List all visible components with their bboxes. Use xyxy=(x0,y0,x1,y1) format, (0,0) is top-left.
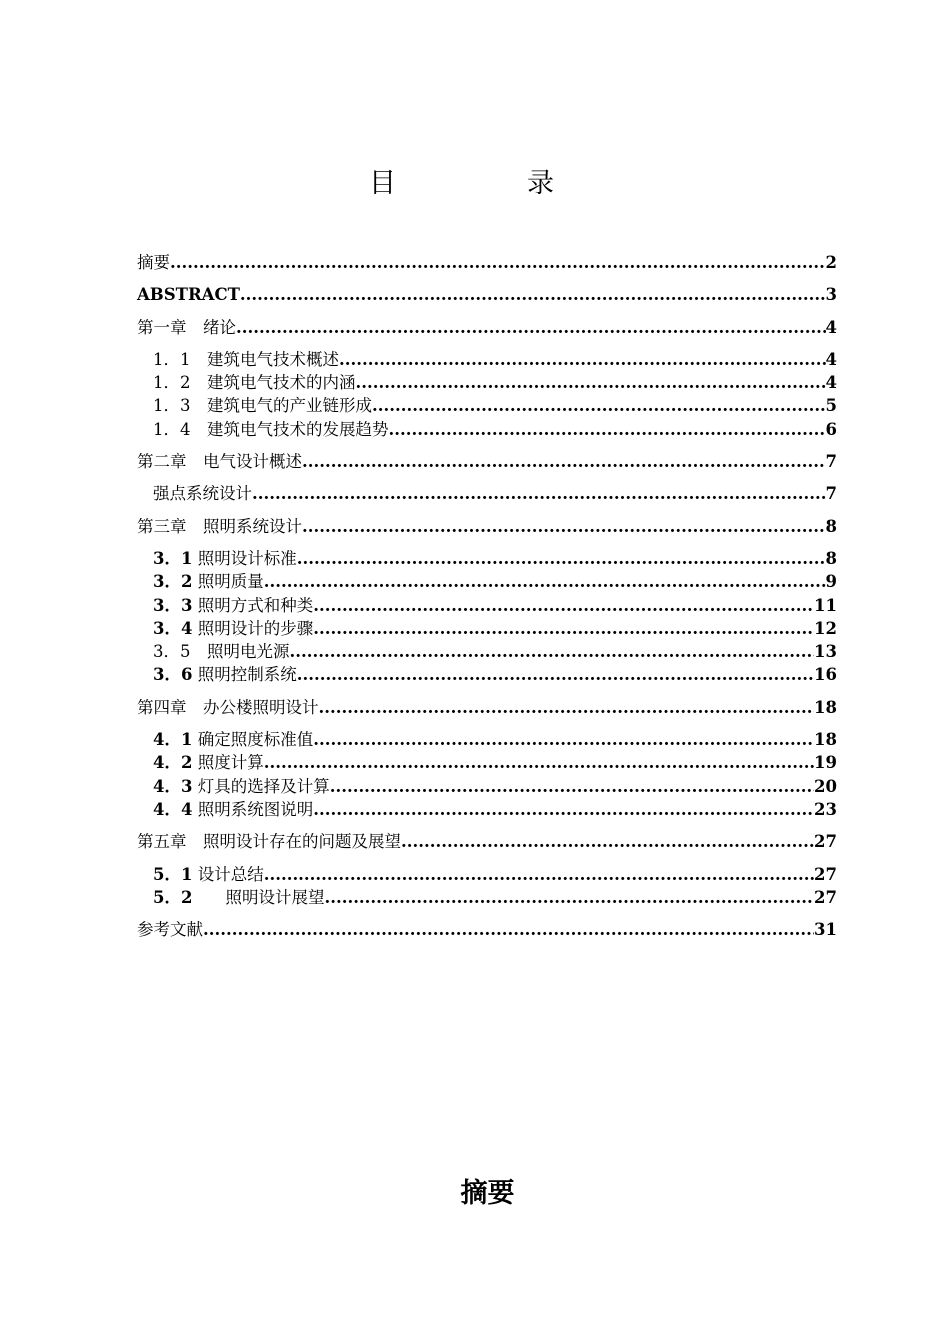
toc-entry-chapter-2[interactable] xyxy=(137,450,837,473)
toc-page-number: 4 xyxy=(825,373,837,393)
toc-entry-label xyxy=(153,728,313,751)
toc-entry-section-5-2[interactable] xyxy=(137,886,837,909)
toc-title: 目 录 xyxy=(369,168,606,199)
toc-entry-label xyxy=(153,547,297,570)
toc-section-number: 3．1 xyxy=(153,548,193,568)
toc-section-title: 建筑电气技术的发展趋势 xyxy=(190,419,389,439)
toc-leader-dots xyxy=(240,283,826,306)
toc-page-number: 27 xyxy=(814,832,837,852)
toc-entry-section-5-1[interactable] xyxy=(137,863,837,886)
toc-leader-dots xyxy=(297,663,814,686)
toc-entry-references[interactable] xyxy=(137,918,837,941)
toc-entry-label xyxy=(153,594,313,617)
toc-entry-section-3-1[interactable] xyxy=(137,547,837,570)
toc-entry-label xyxy=(153,348,339,371)
toc-section-number: 4．3 xyxy=(153,776,193,796)
toc-page-number: 7 xyxy=(825,452,837,472)
toc-entry-label: 摘要 xyxy=(137,253,170,272)
toc-section-title: 建筑电气技术的内涵 xyxy=(190,373,356,393)
toc-entry-section-2-1[interactable] xyxy=(137,482,837,505)
toc-leader-dots xyxy=(290,640,815,663)
toc-page-number: 3 xyxy=(825,285,837,305)
toc-section-title: 照度计算 xyxy=(192,753,264,773)
toc-section-title: 照明设计展望 xyxy=(192,887,325,907)
toc-leader-dots xyxy=(313,594,814,617)
toc-entry-chapter-3[interactable] xyxy=(137,515,837,538)
toc-section-number: 1．4 xyxy=(153,419,191,439)
toc-entry-section-1-1[interactable] xyxy=(137,348,837,371)
toc-page-number: 8 xyxy=(825,516,837,536)
toc-section-title: 照明系统图说明 xyxy=(192,799,314,819)
toc-entry-section-1-2[interactable] xyxy=(137,371,837,394)
toc-page-number: 20 xyxy=(814,776,837,796)
toc-leader-dots xyxy=(339,348,826,371)
toc-section-title: 照明电光源 xyxy=(190,642,290,662)
toc-leader-dots xyxy=(302,515,826,538)
toc-entry-label: ABSTRACT xyxy=(137,285,240,305)
toc-leader-dots xyxy=(252,482,826,505)
toc-leader-dots xyxy=(297,547,826,570)
toc-entry-section-3-2[interactable] xyxy=(137,570,837,593)
toc-leader-dots xyxy=(264,570,826,593)
toc-entry-section-4-3[interactable] xyxy=(137,775,837,798)
toc-section-number: 5．2 xyxy=(153,887,193,907)
toc-entry-label xyxy=(153,617,313,640)
toc-section-title: 灯具的选择及计算 xyxy=(192,776,330,796)
toc-section-number: 3．3 xyxy=(153,595,193,615)
toc-section-number: 3．2 xyxy=(153,572,193,592)
toc-entry-section-4-2[interactable] xyxy=(137,751,837,774)
toc-leader-dots xyxy=(264,863,814,886)
toc-entry-abstract-en[interactable] xyxy=(137,283,837,306)
toc-section-title: 建筑电气的产业链形成 xyxy=(190,396,372,416)
toc-entry-label xyxy=(153,418,389,441)
toc-section-number: 1．3 xyxy=(153,396,191,416)
toc-entry-label: 第三章 照明系统设计 xyxy=(137,516,302,536)
toc-entry-section-4-4[interactable] xyxy=(137,798,837,821)
toc-section-number: 1．1 xyxy=(153,349,191,369)
toc-section-number: 4．2 xyxy=(153,753,193,773)
toc-page-number: 5 xyxy=(825,396,837,416)
toc-leader-dots xyxy=(313,728,814,751)
toc-entry-label xyxy=(153,394,372,417)
toc-entry-section-3-5[interactable] xyxy=(137,640,837,663)
toc-entry-chapter-1[interactable] xyxy=(137,316,837,339)
toc-entry-label: 第一章 绪论 xyxy=(137,317,236,337)
toc-entry-label xyxy=(153,640,290,663)
toc-entry-label xyxy=(153,663,297,686)
toc-entry-section-1-3[interactable] xyxy=(137,394,837,417)
toc-page-number: 27 xyxy=(814,864,837,884)
toc-entry-label xyxy=(153,886,324,909)
toc-list xyxy=(137,251,837,941)
toc-entry-label: 第五章 照明设计存在的问题及展望 xyxy=(137,832,401,852)
toc-entry-label xyxy=(153,570,264,593)
toc-section-title: 照明方式和种类 xyxy=(192,595,314,615)
toc-entry-chapter-5[interactable] xyxy=(137,830,837,853)
toc-entry-section-4-1[interactable] xyxy=(137,728,837,751)
toc-page-number: 8 xyxy=(825,548,837,568)
toc-page-number: 4 xyxy=(825,317,837,337)
toc-entry-section-1-4[interactable] xyxy=(137,418,837,441)
toc-page-number: 27 xyxy=(814,887,837,907)
toc-entry-label xyxy=(153,775,330,798)
toc-entry-label xyxy=(153,798,313,821)
toc-leader-dots xyxy=(170,251,826,274)
toc-entry-label: 第二章 电气设计概述 xyxy=(137,452,302,472)
toc-page-number: 23 xyxy=(814,799,837,819)
toc-entry-label: 参考文献 xyxy=(137,920,203,940)
toc-section-number: 3．5 xyxy=(153,642,191,662)
toc-section-title: 照明质量 xyxy=(192,572,264,592)
toc-section-title: 照明控制系统 xyxy=(192,665,297,685)
toc-leader-dots xyxy=(330,775,814,798)
toc-section-title: 照明设计的步骤 xyxy=(192,618,314,638)
toc-entry-section-3-3[interactable] xyxy=(137,594,837,617)
toc-leader-dots xyxy=(313,798,814,821)
toc-leader-dots xyxy=(356,371,826,394)
toc-page-number: 31 xyxy=(814,920,837,940)
toc-page-number: 13 xyxy=(814,642,837,662)
toc-leader-dots xyxy=(313,617,814,640)
toc-leader-dots xyxy=(264,751,814,774)
toc-section-number: 5．1 xyxy=(153,864,193,884)
toc-entry-chapter-4[interactable] xyxy=(137,696,837,719)
toc-section-number: 1．2 xyxy=(153,373,191,393)
toc-leader-dots xyxy=(389,418,826,441)
toc-entry-label xyxy=(153,863,264,886)
toc-section-number: 4．4 xyxy=(153,799,193,819)
toc-page-number: 2 xyxy=(825,253,837,272)
toc-leader-dots xyxy=(319,696,815,719)
toc-entry-label: 第四章 办公楼照明设计 xyxy=(137,697,319,717)
toc-page-number: 18 xyxy=(814,730,837,750)
toc-page-number: 16 xyxy=(814,665,837,685)
toc-entry-label xyxy=(153,751,264,774)
toc-leader-dots xyxy=(372,394,826,417)
toc-section-title: 设计总结 xyxy=(192,864,264,884)
toc-leader-dots xyxy=(324,886,814,909)
toc-entry-section-3-4[interactable] xyxy=(137,617,837,640)
toc-entry-section-3-6[interactable] xyxy=(137,663,837,686)
abstract-heading: 摘要 xyxy=(460,1178,515,1209)
toc-entry-label xyxy=(153,371,356,394)
toc-page-number: 4 xyxy=(825,349,837,369)
toc-section-title: 建筑电气技术概述 xyxy=(190,349,339,369)
toc-page-number: 7 xyxy=(825,484,837,504)
toc-section-title: 照明设计标准 xyxy=(192,548,297,568)
toc-leader-dots xyxy=(401,830,814,853)
toc-entry-abstract-cn[interactable] xyxy=(137,251,837,274)
toc-leader-dots xyxy=(302,450,826,473)
toc-entry-label: 强点系统设计 xyxy=(153,484,252,504)
toc-leader-dots xyxy=(236,316,826,339)
toc-page-number: 19 xyxy=(814,753,837,773)
toc-section-title: 确定照度标准值 xyxy=(192,730,314,750)
toc-page-number: 9 xyxy=(825,572,837,592)
toc-section-number: 4．1 xyxy=(153,730,193,750)
toc-leader-dots xyxy=(203,918,814,941)
toc-page-number: 11 xyxy=(814,595,837,615)
toc-section-number: 3．6 xyxy=(153,665,193,685)
toc-page-number: 6 xyxy=(825,419,837,439)
toc-page-number: 18 xyxy=(814,697,837,717)
toc-section-number: 3．4 xyxy=(153,618,193,638)
toc-page-number: 12 xyxy=(814,618,837,638)
